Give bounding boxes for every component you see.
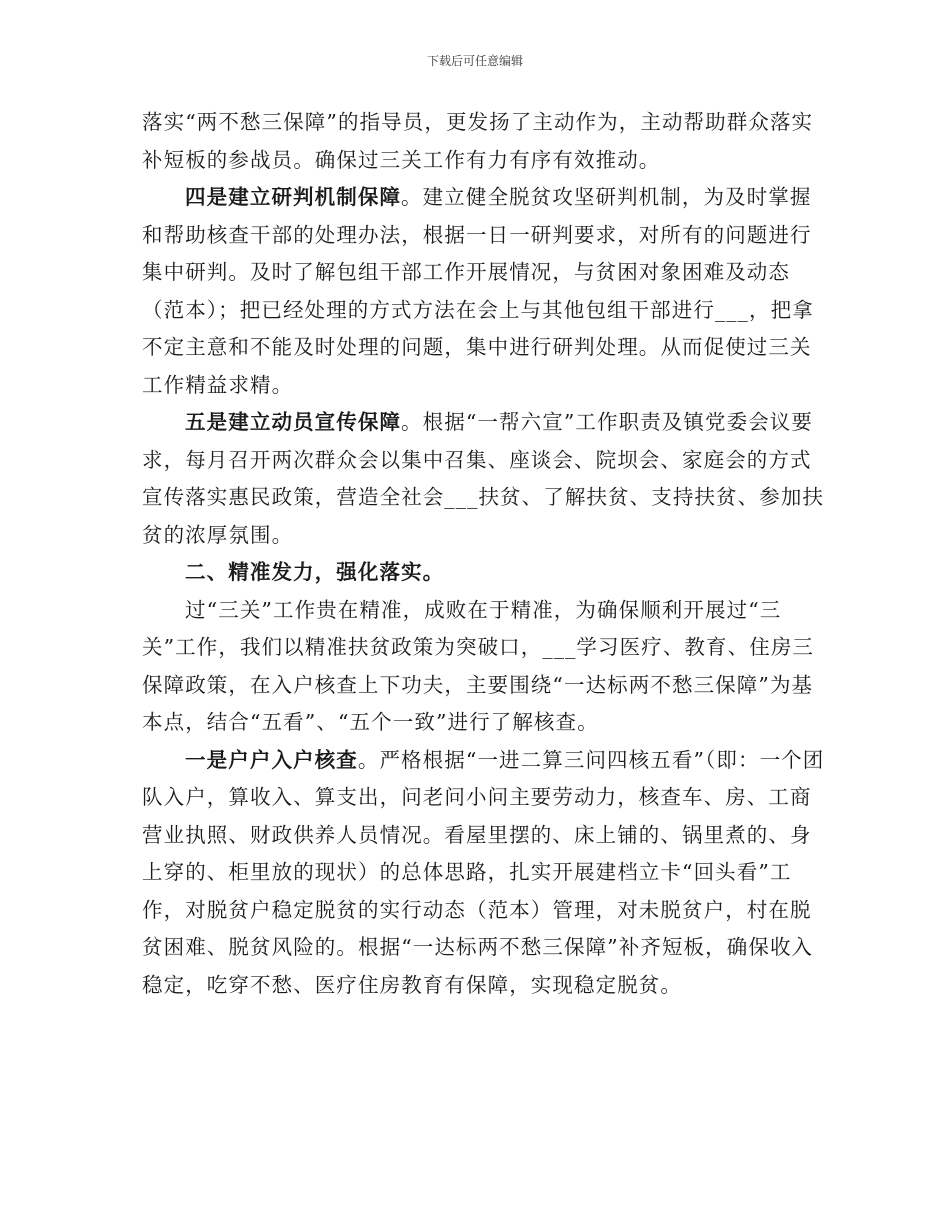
- paragraph-5-text: 过“三关”工作贵在精准，成败在于精准，为确保顺利开展过“三关”工作，我们以精准扶贫政策为突破口，___学习医疗、教育、住房三保障政策，在入户核查上下功夫，主要围绕“一达标两不愁三保障”为基本点，结合“五看”、“五个一致”进行了解核查。: [142, 597, 815, 734]
- paragraph-3-lead: 五是建立动员宣传保障: [185, 410, 402, 434]
- paragraph-3-text: 。根据“一帮六宣”工作职责及镇党委会议要求，每月召开两次群众会以集中召集、座谈会、院坝会、家庭会的方式宣传落实惠民政策，营造全社会___扶贫、了解扶贫、支持扶贫、参加扶贫的浓厚氛围。: [142, 410, 825, 547]
- paragraph-1: [142, 104, 832, 179]
- paragraph-5: [142, 592, 832, 742]
- paragraph-6-lead: 一是户户入户核查: [185, 747, 358, 772]
- paragraph-6: [142, 742, 832, 1005]
- section-heading: [142, 554, 832, 592]
- paragraph-2-lead: 四是建立研判机制保障: [185, 185, 402, 209]
- document-body: [142, 104, 832, 1004]
- paragraph-6-text: 。严格根据“一进二算三问四核五看”（即：一个团队入户，算收入、算支出，问老问小问主要劳动力，核查车、房、工商营业执照、财政供养人员情况。看屋里摆的、床上铺的、锅里煮的、身上穿的、柜里放的现状）的总体思路，扎实开展建档立卡“回头看”工作，对脱贫户稳定脱贫的实行动态（范本）管理，对未脱贫户，村在脱贫困难、脱贫风险的。根据“一达标两不愁三保障”补齐短板，确保收入稳定，吃穿不愁、医疗住房教育有保障，实现稳定脱贫。: [142, 747, 825, 997]
- paragraph-2-text: 。建立健全脱贫攻坚研判机制，为及时掌握和帮助核查干部的处理办法，根据一日一研判要求，对所有的问题进行集中研判。及时了解包组干部工作开展情况，与贫困对象困难及动态（范本）；把已经处理的方式方法在会上与其他包组干部进行___，把拿不定主意和不能及时处理的问题，集中进行研判处理。从而促使过三关工作精益求精。: [142, 185, 814, 397]
- section-heading-text: 二、精准发力，强化落实。: [185, 560, 445, 584]
- page-header: 下载后可任意编辑: [426, 54, 523, 68]
- paragraph-3: [142, 404, 832, 554]
- paragraph-1-text: 落实“两不愁三保障”的指导员，更发扬了主动作为，主动帮助群众落实补短板的参战员。确保过三关工作有力有序有效推动。: [142, 110, 814, 172]
- paragraph-2: [142, 179, 832, 404]
